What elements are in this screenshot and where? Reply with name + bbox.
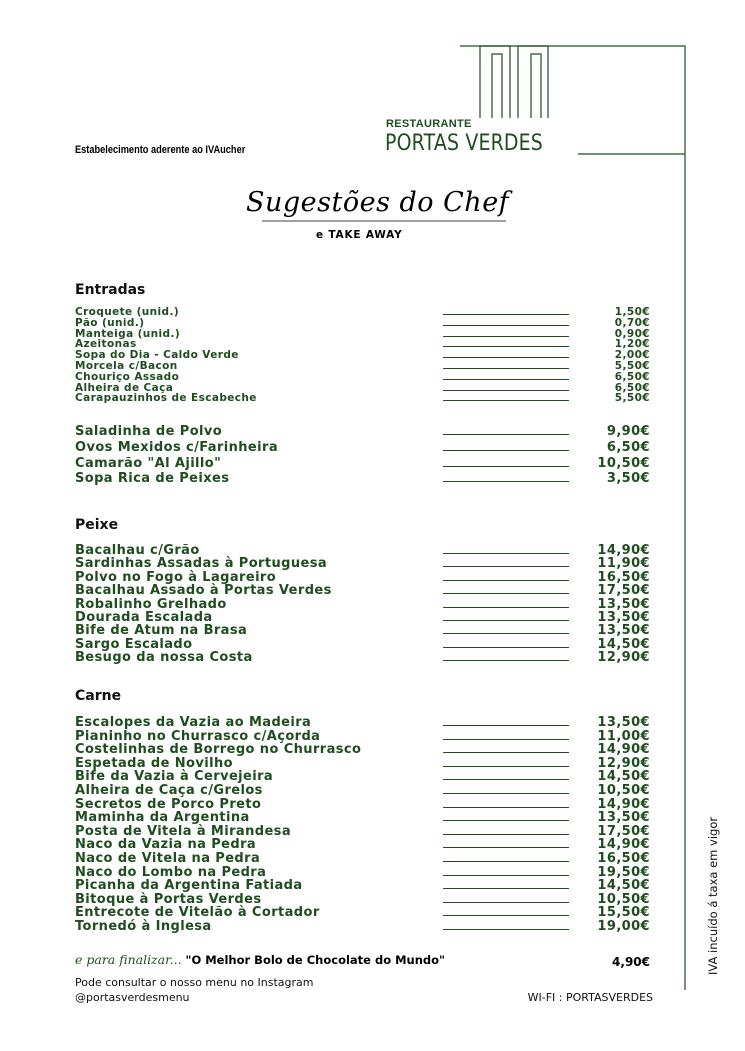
menu-item-leader-line <box>443 566 569 567</box>
footer-instagram-note: Pode consultar o nosso menu no Instagram <box>75 976 314 989</box>
menu-item-name: Robalinho Grelhado <box>75 596 227 612</box>
menu-item-leader-line <box>443 400 569 401</box>
menu-item-leader-line <box>443 580 569 581</box>
menu-item-name: Carapauzinhos de Escabeche <box>75 392 257 405</box>
menu-item-price: 0,70€ <box>614 316 650 329</box>
menu-item <box>75 424 650 439</box>
menu-item-name: Secretos de Porco Preto <box>75 796 262 812</box>
menu-item-name: Posta de Vitela à Mirandesa <box>75 823 291 839</box>
menu-item-name: Chouriço Assado <box>75 370 180 383</box>
menu-item-name: Camarão "Al Ajillo" <box>75 455 222 471</box>
menu-item-name: Ovos Mexidos c/Farinheira <box>75 439 278 455</box>
menu-item-name: Espetada de Novilho <box>75 755 233 771</box>
menu-item-leader-line <box>443 861 569 862</box>
menu-item-leader-line <box>443 434 569 435</box>
menu-item-price: 13,50€ <box>597 623 650 639</box>
brand-name: PORTAS VERDES <box>385 131 543 156</box>
menu-item <box>75 471 650 486</box>
menu-item-leader-line <box>443 620 569 621</box>
dessert-line <box>75 952 445 967</box>
menu-item-leader-line <box>443 807 569 808</box>
menu-item <box>75 919 650 934</box>
section-title-carne: Carne <box>75 688 122 704</box>
menu-item-name: Bife de Atum na Brasa <box>75 623 248 639</box>
menu-item-name: Bitoque à Portas Verdes <box>75 891 262 907</box>
menu-item-name: Escalopes da Vazia ao Madeira <box>75 715 312 730</box>
menu-item-price: 17,50€ <box>597 823 650 839</box>
brand-restaurante: RESTAURANTE <box>386 118 472 130</box>
menu-item-name: Besugo da nossa Costa <box>75 650 253 666</box>
menu-item-leader-line <box>443 647 569 648</box>
menu-item-price: 16,50€ <box>597 569 650 585</box>
menu-item-price: 13,50€ <box>597 715 650 730</box>
menu-item-leader-line <box>443 466 569 467</box>
menu-item-price: 0,90€ <box>614 327 650 340</box>
menu-item-price: 10,50€ <box>597 891 650 907</box>
menu-item-price: 13,50€ <box>597 610 650 625</box>
menu-item-price: 10,50€ <box>597 455 650 471</box>
menu-item-price: 15,50€ <box>597 905 650 921</box>
menu-item-leader-line <box>443 379 569 380</box>
section-title-peixe: Peixe <box>75 517 119 533</box>
menu-title: Sugestões do Chef <box>246 187 510 218</box>
menu-item-leader-line <box>443 390 569 391</box>
menu-item-price: 3,50€ <box>606 471 650 487</box>
footer-wifi: WI-FI : PORTASVERDES <box>527 991 653 1004</box>
menu-item-price: 5,50€ <box>614 392 650 405</box>
menu-item-leader-line <box>443 902 569 903</box>
menu-item-price: 19,00€ <box>597 919 650 934</box>
menu-item-price: 6,50€ <box>614 370 650 383</box>
menu-item-leader-line <box>443 450 569 451</box>
menu-item-price: 6,50€ <box>606 439 650 455</box>
menu-item-name: Azeitonas <box>75 338 137 351</box>
menu-item <box>75 440 650 455</box>
menu-item-price: 14,90€ <box>597 543 650 558</box>
menu-item-name: Picanha da Argentina Fatiada <box>75 878 303 894</box>
menu-item <box>75 392 650 404</box>
menu-item-leader-line <box>443 325 569 326</box>
menu-item-leader-line <box>443 346 569 347</box>
menu-item-leader-line <box>443 336 569 337</box>
menu-item-leader-line <box>443 929 569 930</box>
menu-item-leader-line <box>443 793 569 794</box>
menu-item-price: 14,50€ <box>597 769 650 785</box>
menu-item-name: Maminha da Argentina <box>75 810 250 826</box>
menu-item-leader-line <box>443 481 569 482</box>
menu-item-name: Alheira de Caça c/Grelos <box>75 783 263 798</box>
menu-item-name: Croquete (unid.) <box>75 306 180 318</box>
menu-item-leader-line <box>443 834 569 835</box>
menu-subtitle: e TAKE AWAY <box>316 229 403 241</box>
menu-item-name: Dourada Escalada <box>75 610 213 625</box>
menu-item-name: Pianinho no Churrasco c/Açorda <box>75 728 321 744</box>
menu-item-leader-line <box>443 739 569 740</box>
menu-item-leader-line <box>443 633 569 634</box>
menu-item-leader-line <box>443 888 569 889</box>
menu-item-name: Sargo Escalado <box>75 636 193 652</box>
menu-item-leader-line <box>443 593 569 594</box>
menu-item-price: 19,50€ <box>597 864 650 880</box>
menu-item-leader-line <box>443 847 569 848</box>
menu-item-name: Sardinhas Assadas à Portuguesa <box>75 556 328 572</box>
menu-item-leader-line <box>443 820 569 821</box>
menu-item <box>75 650 650 665</box>
menu-item-price: 9,90€ <box>606 424 650 439</box>
menu-item-price: 11,00€ <box>597 728 650 744</box>
menu-item-name: Bacalhau Assado à Portas Verdes <box>75 583 332 599</box>
menu-item-leader-line <box>443 357 569 358</box>
menu-item-price: 14,90€ <box>597 796 650 812</box>
menu-item-name: Bacalhau c/Grão <box>75 543 200 558</box>
footer-instagram-handle: @portasverdesmenu <box>75 991 190 1004</box>
menu-item-leader-line <box>443 752 569 753</box>
menu-item-leader-line <box>443 314 569 315</box>
menu-item-price: 2,00€ <box>614 349 650 362</box>
menu-item-price: 14,50€ <box>597 636 650 652</box>
ivaucher-notice: Estabelecimento aderente ao IVAucher <box>75 144 246 156</box>
menu-item-name: Naco do Lombo na Pedra <box>75 864 267 880</box>
section-title-entradas: Entradas <box>75 282 146 298</box>
menu-item-name: Naco de Vitela na Pedra <box>75 851 261 866</box>
menu-item-name: Tornedó à Inglesa <box>75 919 212 934</box>
menu-item-name: Polvo no Fogo à Lagareiro <box>75 569 277 585</box>
menu-item-name: Saladinha de Polvo <box>75 424 223 439</box>
menu-item-name: Morcela c/Bacon <box>75 360 178 372</box>
dessert-price: 4,90€ <box>612 955 650 969</box>
menu-item-name: Sopa do Dia - Caldo Verde <box>75 349 239 362</box>
menu-item-price: 14,50€ <box>597 878 650 894</box>
menu-item-leader-line <box>443 660 569 661</box>
menu-item-leader-line <box>443 875 569 876</box>
menu-item-name: Alheira de Caça <box>75 381 174 394</box>
menu-item-price: 13,50€ <box>597 810 650 826</box>
menu-item-name: Sopa Rica de Peixes <box>75 471 230 487</box>
dessert-name: "O Melhor Bolo de Chocolate do Mundo" <box>185 953 446 967</box>
menu-item-price: 17,50€ <box>597 583 650 599</box>
menu-item-leader-line <box>443 553 569 554</box>
menu-item-price: 12,90€ <box>597 755 650 771</box>
menu-item-name: Naco da Vazia na Pedra <box>75 837 257 853</box>
menu-item-price: 14,90€ <box>597 837 650 853</box>
menu-item-price: 14,90€ <box>597 742 650 758</box>
menu-item-leader-line <box>443 368 569 369</box>
vat-note: IVA incuído á taxa em vigor <box>706 816 720 975</box>
dessert-intro: e para finalizar... <box>75 952 182 967</box>
menu-item-leader-line <box>443 766 569 767</box>
menu-item-name: Manteiga (unid.) <box>75 327 181 340</box>
menu-item-name: Bife da Vazia à Cervejeira <box>75 769 274 785</box>
menu-item-price: 6,50€ <box>614 381 650 394</box>
menu-item <box>75 456 650 471</box>
menu-item-leader-line <box>443 607 569 608</box>
menu-item-price: 13,50€ <box>597 596 650 612</box>
menu-item-price: 10,50€ <box>597 783 650 798</box>
menu-item-leader-line <box>443 779 569 780</box>
menu-item-name: Costelinhas de Borrego no Churrasco <box>75 742 362 758</box>
menu-item-price: 16,50€ <box>597 851 650 866</box>
menu-item-price: 1,50€ <box>614 306 650 318</box>
menu-item-price: 5,50€ <box>614 360 650 372</box>
menu-item-name: Entrecote de Vitelão à Cortador <box>75 905 320 921</box>
menu-item-price: 11,90€ <box>597 556 650 572</box>
menu-item-leader-line <box>443 915 569 916</box>
menu-item-price: 1,20€ <box>614 338 650 351</box>
menu-item-leader-line <box>443 725 569 726</box>
menu-item-price: 12,90€ <box>597 650 650 666</box>
menu-item-name: Pão (unid.) <box>75 316 145 329</box>
